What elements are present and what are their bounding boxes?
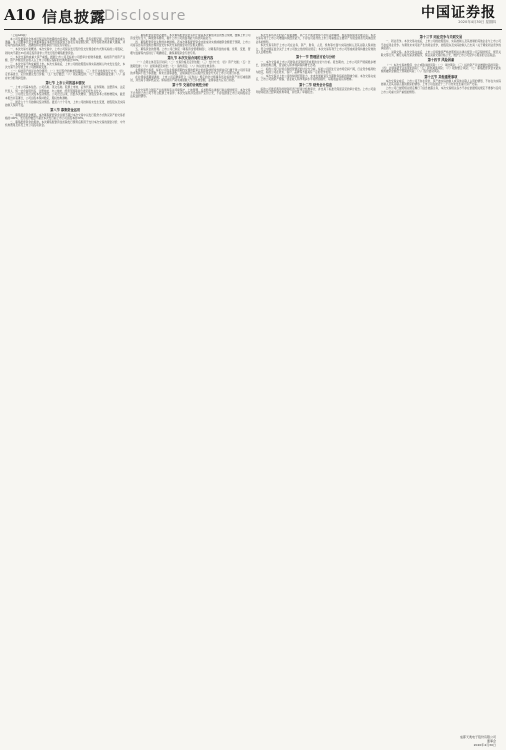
section-heading: 第九节 本次交易合同的主要内容 (167, 55, 214, 60)
text-column (5, 34, 125, 740)
body-paragraph: 三、募集配套资金的必要性。本次募集配套资金有利于提高本次重组项目的整合绩效，缓解上市公司资金支付压力，降低财务费用，提升上市公司的盈利能力和抗风险能力。 (130, 34, 251, 41)
body-paragraph: 在业绩承诺期届满时，上市公司应聘请符合《证券法》规定的会计师事务所对标的资产进行减值测试，并出具专项审核意见。如标的资产期末减值额大于已补偿金额，业绩承诺方应另行补偿。 (130, 75, 251, 83)
body-paragraph: 一、本次交易方案概述。本次交易中，上市公司拟以发行股份及支付现金的方式购买标的公司股权，同时向不超过35名特定投资者非公开发行股份募集配套资金。 (5, 48, 126, 55)
newspaper-masthead: 中国证券报 (421, 5, 496, 21)
text-column (256, 34, 376, 740)
body-paragraph: 一、同业竞争。本次交易完成后，上市公司的控股股东、实际控制人及其控制的其他企业与上市公司不存在同业竞争。为避免未来可能产生的同业竞争，控股股东及实际控制人已出具《关于避免同业竞争的承诺函》。 (380, 40, 501, 50)
section-heading: 第八节 募集资金运用 (50, 108, 81, 113)
body-paragraph: 三、本次交易对上市公司的持续经营能力、未来发展前景及当期财务指标的影响分析。本次交易完成后，上市公司的资产规模、营业收入和净利润水平将得到提升，每股收益将有所增厚。 (255, 75, 376, 82)
body-paragraph: （一）本次交易被暂停、中止或取消的风险；（二）审批风险；（三）标的资产评估增值较高的风险；（四）业绩承诺无法实现的风险；（五）商誉减值风险；（六）收购整合风险；（七）募集配套资金未能实施或融资金额低于预期的风险；（八）股价波动风险。 (380, 63, 501, 74)
body-paragraph: 二、公司设立及历次股本变动情况。公司设立以来，历经多次增资、送股及资本公积转增股本，截至本报告书签署日，公司总股本保持稳定，股权结构清晰。 (5, 93, 126, 100)
section-title-en: Disclosure (104, 8, 187, 24)
body-paragraph: （一）合同主体及签订时间；（二）交易价格及定价依据；（三）支付方式；（四）资产交割；（五）过渡期安排；（六）业绩承诺及补偿；（七）违约责任；（八）协议的生效条件。 (130, 61, 251, 68)
header-rule (4, 29, 502, 30)
footer-date: 2020年4月30日 (473, 743, 496, 747)
body-paragraph: 业绩承诺方承诺，标的公司在业绩承诺期内实现的经审计的扣除非经常性损益后归属于母公司所有者的净利润不低于承诺数；如未达到承诺数，业绩承诺方应以股份及现金方式对上市公司进行补偿。 (130, 68, 251, 75)
body-paragraph: （上接A09版） (10, 34, 29, 37)
section-heading: 第十节 交易的合规性分析 (172, 83, 209, 88)
body-paragraph: 二、本次交易构成重大资产重组。根据上市公司及标的公司经审计的财务数据，标的资产的资产总额、资产净额及营业收入占上市公司相应指标的比例均超过50%。 (5, 55, 126, 62)
body-paragraph: 一、上市公司基本信息。公司名称、英文名称、股票上市地、证券代码、证券简称、注册资本、法定代表人、统一社会信用代码、注册地址、办公地址、经营范围等信息详见报告书全文。 (5, 86, 126, 93)
section-heading: 第十一节 管理层讨论与分析 (295, 55, 336, 60)
body-paragraph: （一）标的资产的评估作价情况；（二）发行股份的种类和面值；（三）发行对象和发行方式；（四）定价基准日、定价依据及发行价格；（五）发行数量；（六）锁定期安排；（七）过渡期损益安排；（八）滚存未分配利润安排。 (5, 69, 126, 80)
section-title: 信息披露 (42, 8, 107, 26)
body-paragraph: 本次交易完成后，上市公司不存在资金、资产被实际控制人或其他关联人占用的情形，不存在为实际控制人及其关联人提供担保的情形。上市公司在最近十二个月内未发生重大资产交易。 (380, 80, 501, 87)
section-heading: 第十四节 风险因素 (427, 58, 455, 63)
text-column (130, 34, 250, 740)
body-paragraph: 三、本次交易不构成重组上市。本次交易前后，上市公司的控股股东和实际控制人均未发生变化，本次交易不会导致上市公司控制权变更。 (5, 62, 126, 70)
body-paragraph: 上市公司已按照相关规定履行了信息披露义务，本次交易相关各方不存在依据相关规定不得参与任何上市公司重大资产重组的情形。 (380, 87, 501, 94)
section-heading: 第七节 上市公司的基本情况 (45, 80, 85, 85)
body-paragraph: 一、本次交易前上市公司财务状况和经营成果的讨论与分析。报告期内，上市公司资产规模稳步增长，负债结构合理，营业收入和净利润保持增长态势。 (255, 60, 376, 68)
issue-date: 2020年4月30日 星期四 (458, 20, 496, 24)
section-heading: 第十五节 其他重要事项 (424, 74, 458, 79)
body-paragraph: 二、关联交易。本次交易完成后，上市公司将继续严格按照相关法律法规及公司章程的规定，规范关联交易行为，履行关联交易决策程序，保证关联交易价格公允，维护上市公司及中小股东的合法权益。 (380, 50, 501, 58)
text-column (381, 34, 501, 740)
body-paragraph: 本次交易符合国家产业政策和有关环境保护、土地管理、反垄断等法律和行政法规的规定；本次交易不会导致上市公司不符合股票上市条件；本次交易所涉及的资产定价公允，不存在损害上市公司和股东合法权益的情形。 (130, 88, 251, 99)
footer-company: 成都天奥电子股份有限公司 (459, 735, 496, 739)
body-paragraph: 一、募集配套资金概况。本次募集配套资金总额不超过本次交易中以发行股份方式购买资产的交易价格的100%，发行股份数量不超过本次发行前上市公司总股本的30%。 (5, 113, 126, 120)
footer-board: 董事会 (486, 739, 496, 743)
body-paragraph: 标的公司最近两年的财务报表已经审计机构审计，并出具了标准无保留意见的审计报告。上市公司备考财务报表已经审阅机构审阅，并出具了审阅报告。 (255, 88, 376, 95)
body-paragraph: 三、最近六十个月控制权变动情况。最近六十个月内，上市公司控制权未发生变更，控股股东及实际控制人保持不变。 (5, 100, 126, 107)
body-paragraph: 四、募集配套资金失败的补救措施。若本次募集配套资金未能成功实施或融资金额低于预期，上市公司将以自有资金或自筹资金支付本次交易的现金对价及相关费用。 (130, 41, 251, 48)
body-paragraph: 五、募集资金的管理。上市公司已制定《募集资金管理制度》，对募集资金的存储、使用、变更、管理与监督等内容进行了明确规定，确保募集资金专款专用。 (130, 48, 251, 55)
body-paragraph: 本公司及董事会全体成员保证信息披露的内容真实、准确、完整，没有虚假记载、误导性陈述或重大遗漏。本公司董事会及全体董事保证本报告所载资料不存在任何虚假记载、误导性陈述或者重大遗漏，并对其内容的真实性、准确性和完整性承担个别及连带责任。 (5, 37, 126, 48)
page-header (0, 0, 506, 30)
page-footer (460, 735, 496, 747)
body-paragraph: 本次交易有利于上市公司在业务、资产、财务、人员、机构等方面与实际控制人及其关联人保持独立，符合中国证监会关于上市公司独立性的相关规定；本次交易有利于上市公司形成或者保持健全有效的法人治理结构。 (255, 44, 376, 55)
page-number: A10 (4, 6, 36, 24)
body-paragraph: 二、募集配套资金的用途。本次募集配套资金扣除发行费用后拟用于支付本次交易的现金对价、中介机构费用及补充上市公司流动资金。 (5, 120, 126, 128)
section-heading: 第十三节 同业竞争与关联交易 (419, 35, 463, 39)
body-paragraph: 本次交易所涉及的资产权属清晰，资产过户或者转移不存在法律障碍，相关债权债务处理合法；本次交易有利于上市公司增强持续经营能力，不存在可能导致上市公司重组后主要资产为现金或者无具体经营业务的情形。 (255, 34, 376, 44)
body-paragraph: 二、标的公司行业特点和经营情况的讨论与分析。标的公司所处行业市场空间广阔，行业竞争格局较为稳定，标的公司在技术、客户、品牌等方面具有一定的竞争优势。 (255, 67, 376, 75)
article-columns (5, 34, 501, 740)
section-heading: 第十二节 财务会计信息 (299, 82, 333, 87)
